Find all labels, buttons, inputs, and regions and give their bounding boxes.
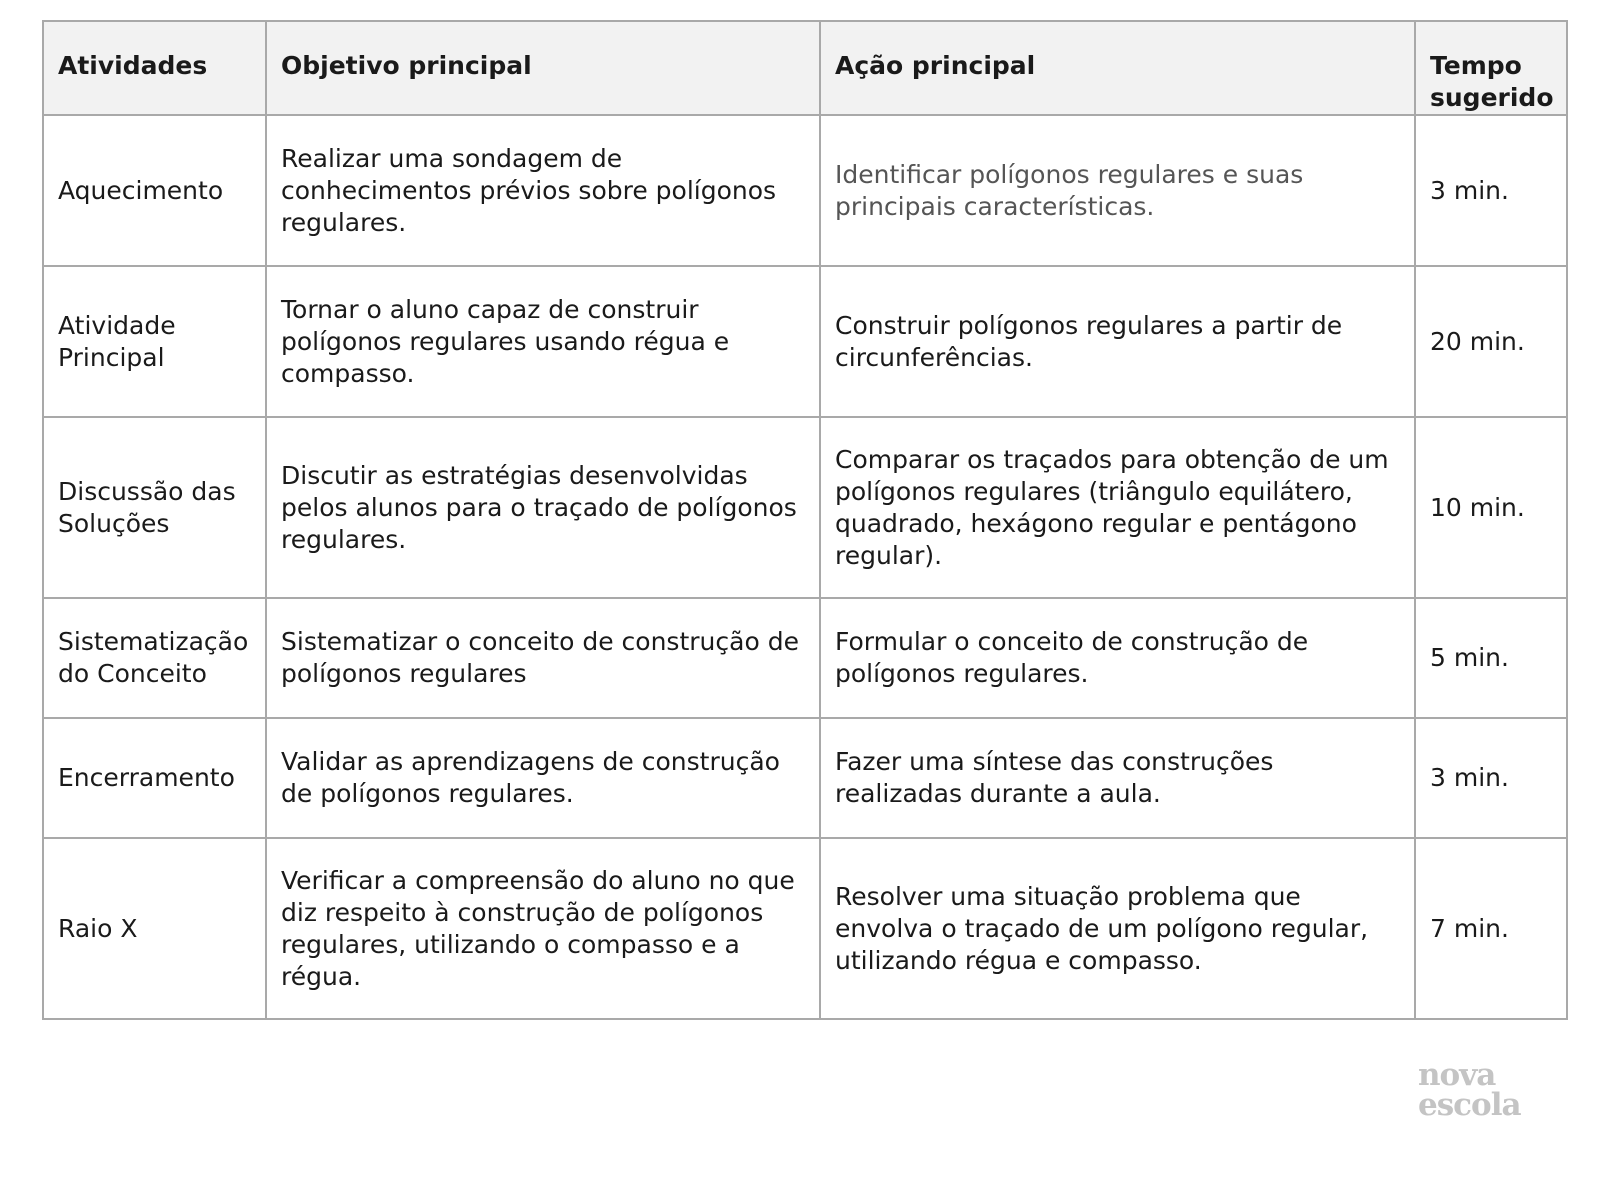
lesson-plan-table — [42, 20, 1568, 1020]
cell-acao: Comparar os traçados para obtenção de um polígonos regulares (triângulo equilátero, quadrado, hexágono regular e pentágono regular). — [820, 417, 1415, 598]
cell-atividade: Encerramento — [43, 718, 266, 838]
nova-escola-logo — [1418, 1057, 1521, 1123]
cell-acao: Construir polígonos regulares a partir de circunferências. — [820, 266, 1415, 417]
cell-objetivo: Realizar uma sondagem de conhecimentos prévios sobre polígonos regulares. — [266, 115, 820, 266]
table-row — [43, 115, 1567, 266]
table-row — [43, 417, 1567, 598]
cell-acao: Identificar polígonos regulares e suas principais características. — [820, 115, 1415, 266]
cell-tempo: 7 min. — [1415, 838, 1567, 1019]
header-objetivo-principal: Objetivo principal — [266, 21, 820, 115]
cell-atividade: Atividade Principal — [43, 266, 266, 417]
cell-acao: Resolver uma situação problema que envolva o traçado de um polígono regular, utilizando régua e compasso. — [820, 838, 1415, 1019]
table-row — [43, 598, 1567, 718]
cell-tempo: 10 min. — [1415, 417, 1567, 598]
cell-acao: Fazer uma síntese das construções realizadas durante a aula. — [820, 718, 1415, 838]
cell-objetivo: Validar as aprendizagens de construção de polígonos regulares. — [266, 718, 820, 838]
logo-line-escola: escola — [1418, 1087, 1521, 1123]
cell-tempo: 3 min. — [1415, 115, 1567, 266]
header-acao-principal: Ação principal — [820, 21, 1415, 115]
cell-atividade: Discussão das Soluções — [43, 417, 266, 598]
header-atividades: Atividades — [43, 21, 266, 115]
table-row — [43, 718, 1567, 838]
header-tempo-sugerido: Tempo sugerido — [1415, 21, 1567, 115]
cell-objetivo: Discutir as estratégias desenvolvidas pelos alunos para o traçado de polígonos regulares. — [266, 417, 820, 598]
cell-atividade: Sistematização do Conceito — [43, 598, 266, 718]
cell-tempo: 5 min. — [1415, 598, 1567, 718]
table-header-row — [43, 21, 1567, 115]
cell-objetivo: Sistematizar o conceito de construção de polígonos regulares — [266, 598, 820, 718]
logo-line-nova: nova — [1418, 1057, 1496, 1093]
cell-tempo: 3 min. — [1415, 718, 1567, 838]
cell-objetivo: Verificar a compreensão do aluno no que diz respeito à construção de polígonos regulares, utilizando o compasso e a régua. — [266, 838, 820, 1019]
table-row — [43, 266, 1567, 417]
cell-tempo: 20 min. — [1415, 266, 1567, 417]
table-row — [43, 838, 1567, 1019]
cell-objetivo: Tornar o aluno capaz de construir polígonos regulares usando régua e compasso. — [266, 266, 820, 417]
cell-atividade: Aquecimento — [43, 115, 266, 266]
cell-atividade: Raio X — [43, 838, 266, 1019]
cell-acao: Formular o conceito de construção de polígonos regulares. — [820, 598, 1415, 718]
